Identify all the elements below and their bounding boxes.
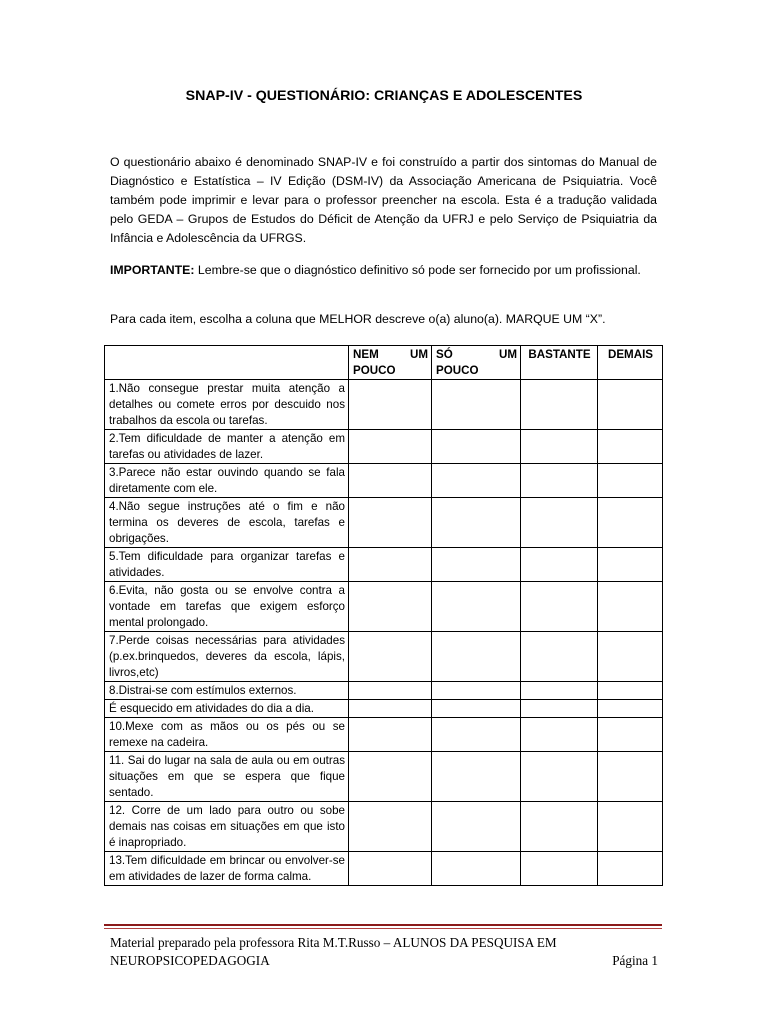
answer-cell[interactable] (521, 802, 598, 852)
answer-cell[interactable] (521, 430, 598, 464)
answer-cell[interactable] (598, 380, 663, 430)
item-text: 3.Parece não estar ouvindo quando se fala diretamente com ele. (105, 464, 349, 498)
answer-cell[interactable] (349, 852, 432, 886)
answer-cell[interactable] (521, 752, 598, 802)
answer-cell[interactable] (598, 464, 663, 498)
questionnaire-table (104, 345, 663, 886)
answer-cell[interactable] (521, 464, 598, 498)
table-row (105, 430, 663, 464)
answer-cell[interactable] (432, 752, 521, 802)
table-row (105, 464, 663, 498)
table-row (105, 700, 663, 718)
answer-cell[interactable] (349, 700, 432, 718)
intro-paragraph: O questionário abaixo é denominado SNAP-IV e foi construído a partir dos sintomas do Manual de Diagnóstico e Estatística – IV Edição (DSM-IV) da Associação Americana de Psiquiatria. Você também pode imprimir e levar para o professor preencher na escola. Esta é a tradução validada pelo GEDA – Grupos de Estudos do Déficit de Atenção da UFRJ e pelo Serviço de Psiquiatria da Infância e Adolescência da UFRGS. (110, 155, 657, 245)
table-row (105, 632, 663, 682)
answer-cell[interactable] (521, 718, 598, 752)
answer-cell[interactable] (521, 380, 598, 430)
answer-cell[interactable] (598, 498, 663, 548)
answer-cell[interactable] (598, 718, 663, 752)
answer-cell[interactable] (349, 752, 432, 802)
item-text: 10.Mexe com as mãos ou os pés ou se remexe na cadeira. (105, 718, 349, 752)
answer-cell[interactable] (432, 682, 521, 700)
col-header-nem-um-pouco: NEM UM POUCO (349, 346, 432, 380)
answer-cell[interactable] (349, 548, 432, 582)
answer-cell[interactable] (349, 682, 432, 700)
item-text: É esquecido em atividades do dia a dia. (105, 700, 349, 718)
answer-cell[interactable] (432, 718, 521, 752)
item-text: 6.Evita, não gosta ou se envolve contra a vontade em tarefas que exigem esforço mental prolongado. (105, 582, 349, 632)
answer-cell[interactable] (598, 582, 663, 632)
footer-rule-thin (104, 928, 662, 929)
item-text: 13.Tem dificuldade em brincar ou envolver-se em atividades de lazer de forma calma. (105, 852, 349, 886)
important-text: Lembre-se que o diagnóstico definitivo só pode ser fornecido por um profissional. (194, 263, 641, 277)
table-row (105, 380, 663, 430)
answer-cell[interactable] (598, 752, 663, 802)
answer-cell[interactable] (432, 464, 521, 498)
table-row (105, 852, 663, 886)
answer-cell[interactable] (349, 718, 432, 752)
answer-cell[interactable] (521, 632, 598, 682)
answer-cell[interactable] (349, 802, 432, 852)
answer-cell[interactable] (432, 582, 521, 632)
answer-cell[interactable] (349, 582, 432, 632)
answer-cell[interactable] (598, 682, 663, 700)
answer-cell[interactable] (598, 700, 663, 718)
answer-cell[interactable] (521, 852, 598, 886)
col-header-so-um-pouco: SÓ UM POUCO (432, 346, 521, 380)
answer-cell[interactable] (521, 582, 598, 632)
answer-cell[interactable] (432, 380, 521, 430)
footer (110, 934, 658, 970)
item-text: 11. Sai do lugar na sala de aula ou em outras situações em que se espera que fique sentado. (105, 752, 349, 802)
answer-cell[interactable] (598, 548, 663, 582)
col-header-demais: DEMAIS (598, 346, 663, 380)
answer-cell[interactable] (432, 430, 521, 464)
item-text: 7.Perde coisas necessárias para atividades (p.ex.brinquedos, deveres da escola, lápis, livros,etc) (105, 632, 349, 682)
important-paragraph (110, 261, 657, 280)
table-row (105, 498, 663, 548)
answer-cell[interactable] (432, 632, 521, 682)
answer-cell[interactable] (521, 498, 598, 548)
item-text: 1.Não consegue prestar muita atenção a detalhes ou comete erros por descuido nos trabalhos da escola ou tarefas. (105, 380, 349, 430)
item-text: 8.Distrai-se com estímulos externos. (105, 682, 349, 700)
answer-cell[interactable] (349, 430, 432, 464)
table-row (105, 682, 663, 700)
answer-cell[interactable] (432, 700, 521, 718)
answer-cell[interactable] (349, 464, 432, 498)
item-header-cell (105, 346, 349, 380)
answer-cell[interactable] (349, 632, 432, 682)
page-number: Página 1 (612, 953, 658, 968)
answer-cell[interactable] (598, 852, 663, 886)
answer-cell[interactable] (432, 548, 521, 582)
important-label: IMPORTANTE: (110, 263, 195, 277)
answer-cell[interactable] (521, 700, 598, 718)
table-row (105, 718, 663, 752)
answer-cell[interactable] (349, 380, 432, 430)
instruction-paragraph: Para cada item, escolha a coluna que MELHOR descreve o(a) aluno(a). MARQUE UM “X”. (110, 312, 606, 326)
table-row (105, 752, 663, 802)
table-header-row (105, 346, 663, 380)
item-text: 5.Tem dificuldade para organizar tarefas e atividades. (105, 548, 349, 582)
table-row (105, 548, 663, 582)
item-text: 12. Corre de um lado para outro ou sobe demais nas coisas em situações em que isto é inapropriado. (105, 802, 349, 852)
answer-cell[interactable] (598, 632, 663, 682)
answer-cell[interactable] (432, 802, 521, 852)
col-header-bastante: BASTANTE (521, 346, 598, 380)
answer-cell[interactable] (432, 852, 521, 886)
item-text: 2.Tem dificuldade de manter a atenção em tarefas ou atividades de lazer. (105, 430, 349, 464)
answer-cell[interactable] (349, 498, 432, 548)
footer-rule (104, 924, 662, 926)
answer-cell[interactable] (432, 498, 521, 548)
footer-credit-cont: NEUROPSICOPEDAGOGIA (110, 953, 270, 968)
answer-cell[interactable] (521, 682, 598, 700)
answer-cell[interactable] (598, 802, 663, 852)
page-title: SNAP-IV - QUESTIONÁRIO: CRIANÇAS E ADOLESCENTES (185, 88, 583, 104)
answer-cell[interactable] (598, 430, 663, 464)
footer-credit: Material preparado pela professora Rita M.T.Russo – ALUNOS DA PESQUISA EM (110, 935, 557, 950)
table-row (105, 802, 663, 852)
item-text: 4.Não segue instruções até o fim e não termina os deveres de escola, tarefas e obrigações. (105, 498, 349, 548)
answer-cell[interactable] (521, 548, 598, 582)
table-row (105, 582, 663, 632)
